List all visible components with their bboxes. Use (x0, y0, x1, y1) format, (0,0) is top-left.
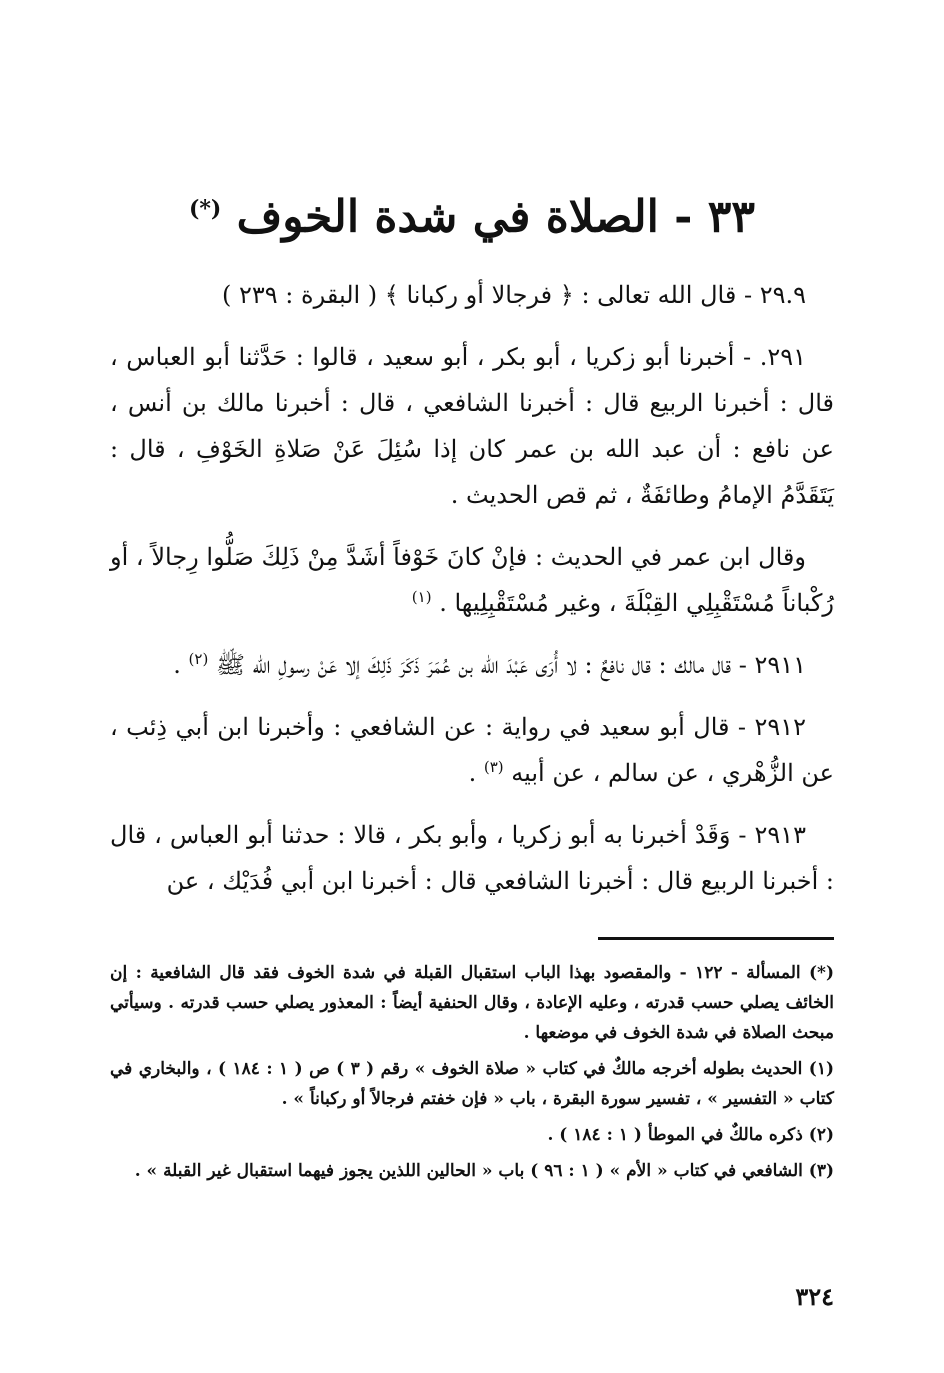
chapter-title (0, 179, 944, 248)
footnote-ref-2: (٢) (188, 650, 209, 668)
paragraph-text: وقال ابن عمر في الحديث : فإنْ كانَ خَوْفاً أشَدَّ مِنْ ذَلِكَ صَلُّوا رِجالاً ، أو رُكْباناً مُسْتَقْبِلِي القِبْلَةَ ، وغير مُسْتَقْبِلِيها . (110, 543, 834, 617)
footnote-ref-1: (١) (411, 588, 432, 606)
paragraph-tail: . (173, 651, 189, 679)
footnote-ref-3: (٣) (483, 758, 504, 776)
paragraph-hadith-2912 (110, 704, 834, 796)
paragraph-hadith-2913 (110, 812, 834, 904)
footnote-star: (*) المسألة - ١٢٢ - والمقصود بهذا الباب استقبال القبلة في شدة الخوف فقد قال الشافعية : إن الخائف يصلي حسب قدرته ، وعليه الإعادة ، وقال الحنفية أيضاً : المعذور يصلي حسب قدرته . وسيأتي مبحث الصلاة في شدة الخوف في موضعها . (110, 963, 834, 1043)
footnote-1: (١) الحديث بطوله أخرجه مالكٌ في كتاب « صلاة الخوف » رقم ( ٣ ) ص ( ١ : ١٨٤ ) ، والبخاري في كتاب « التفسير » ، تفسير سورة البقرة ، باب « فإن خفتم فرجالاً أو ركباناً » . (110, 1059, 834, 1109)
paragraph-hadith-2910 (110, 334, 834, 518)
paragraph-text: ٢٩١. - أخبرنا أبو زكريا ، أبو بكر ، أبو سعيد ، قالوا : حَدَّثنا أبو العباس ، قال : أخبرنا الربيع قال : أخبرنا الشافعي ، قال : أخبرنا مالك بن أنس ، عن نافع : أن عبد الله بن عمر كان إذا سُئِلَ عَنْ صَلاةِ الخَوْفِ ، قال : يَتَقَدَّمُ الإمامُ وطائفَةٌ ، ثم قص الحديث . (110, 343, 834, 509)
paragraph-quran-verse (110, 272, 834, 318)
page-number: ٣٢٤ (795, 1282, 834, 1311)
footnotes (110, 958, 834, 1192)
footnote-divider (598, 937, 834, 940)
chapter-title-mark: (*) (189, 196, 222, 223)
paragraph-text: ٢٩١٢ - قال أبو سعيد في رواية : عن الشافعي : وأخبرنا ابن أبي ذِئب ، عن الزُّهْري ، عن سالم ، عن أبيه (110, 713, 834, 787)
paragraph-tail: . (468, 759, 484, 787)
paragraph-ibn-umar (110, 534, 834, 626)
paragraph-hadith-2911 (110, 642, 834, 688)
main-text (110, 272, 834, 920)
chapter-title-text: ٣٣ - الصلاة في شدة الخوف (236, 192, 755, 244)
paragraph-text: ٢٩١١ - قال مالك : قال نافعٌ : لا أُرَى عَبْدَ الله بن عُمَرَ ذَكَرَ ذَلِكَ إلا عَنْ رسولِ الله ﷺ (215, 651, 806, 679)
paragraph-text: ٢٩١٣ - وَقَدْ أخبرنا به أبو زكريا ، وأبو بكر ، قالا : حدثنا أبو العباس ، قال : أخبرنا الربيع قال : أخبرنا الشافعي قال : أخبرنا ابن أبي فُدَيْك ، عن (110, 821, 834, 895)
footnote-2: (٢) ذكره مالكٌ في الموطأ ( ١ : ١٨٤ ) . (547, 1125, 834, 1145)
footnote-3: (٣) الشافعي في كتاب « الأم » ( ١ : ٩٦ ) باب « الحالين اللذين يجوز فيهما استقبال غير القبلة » . (134, 1161, 834, 1181)
paragraph-text: ٢٩.٩ - قال الله تعالى : ﴿ فرجالا أو ركبانا ﴾ ( البقرة : ٢٣٩ ) (221, 281, 806, 309)
